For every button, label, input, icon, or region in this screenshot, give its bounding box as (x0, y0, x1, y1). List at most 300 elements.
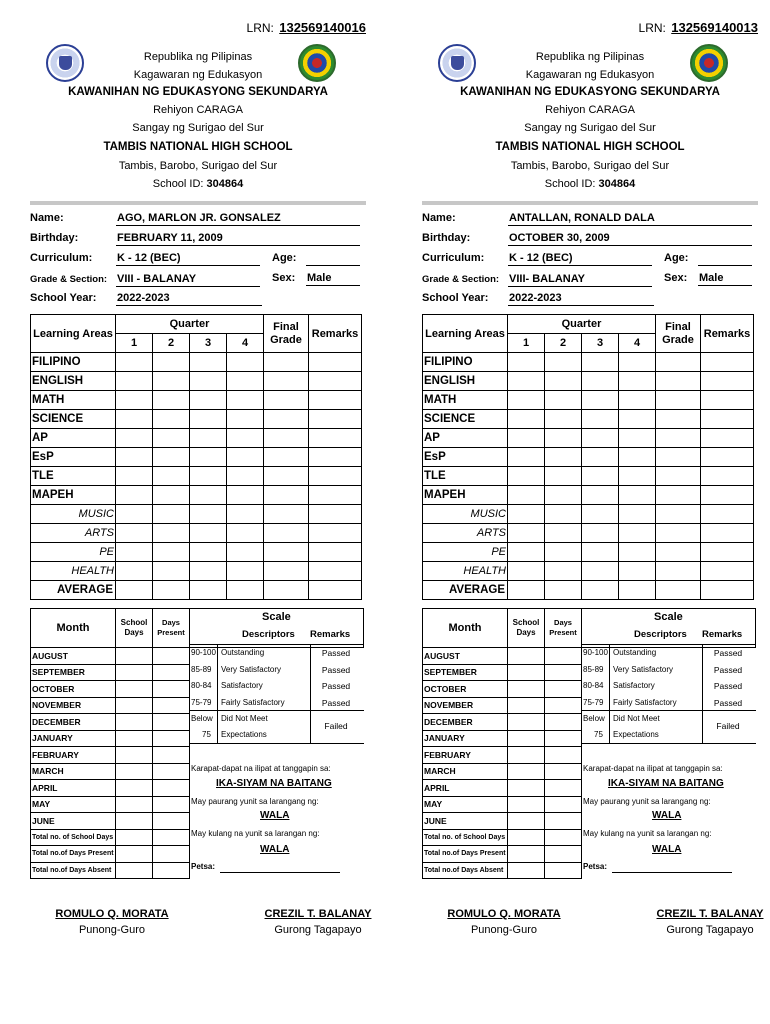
subject-name: ENGLISH (423, 372, 508, 391)
month-name: MAY (423, 796, 508, 813)
grade-cell (656, 448, 701, 467)
grade-cell (264, 391, 309, 410)
grade-cell (309, 448, 362, 467)
month-name: JUNE (31, 813, 116, 830)
sex-label: Sex: (272, 272, 296, 284)
grade-cell (508, 467, 545, 486)
grade-cell (153, 543, 190, 562)
student-name: ANTALLAN, RONALD DALA (508, 211, 752, 226)
q4-header: 4 (227, 334, 264, 353)
days-present-cell (545, 780, 582, 797)
scale-descriptor: Outstanding (221, 648, 265, 657)
school-year: 2022-2023 (508, 291, 654, 306)
grade-cell (582, 486, 619, 505)
grade-section-label: Grade & Section: (422, 274, 500, 285)
days-present-cell (545, 796, 582, 813)
q4-header: 4 (619, 334, 656, 353)
days-present-cell (545, 664, 582, 681)
date-label: Petsa: (583, 862, 608, 871)
month-name: JANUARY (31, 730, 116, 747)
mapeh-subrow (31, 562, 362, 581)
grade-cell (153, 391, 190, 410)
advance-value: WALA (652, 810, 682, 821)
subject-row (31, 467, 362, 486)
grade-cell (153, 410, 190, 429)
subject-row (31, 391, 362, 410)
school-days-cell (116, 796, 153, 813)
school-days-cell (116, 763, 153, 780)
name-label: Name: (30, 212, 64, 224)
grade-cell (619, 410, 656, 429)
month-header: Month (31, 609, 116, 648)
did-not-meet: Did Not Meet (221, 714, 268, 723)
curriculum-label: Curriculum: (422, 252, 485, 264)
mapeh-subrow (423, 543, 754, 562)
quarter-header: Quarter (116, 315, 264, 334)
sex-label: Sex: (664, 272, 688, 284)
total-cell (153, 846, 190, 863)
school-name: TAMBIS NATIONAL HIGH SCHOOL (495, 141, 685, 153)
month-row (31, 730, 364, 747)
subject-name: SCIENCE (423, 410, 508, 429)
advance-value: WALA (260, 810, 290, 821)
grade-cell (227, 448, 264, 467)
school-id-label: School ID: (544, 178, 596, 190)
age (306, 251, 360, 266)
grade-cell (656, 410, 701, 429)
grade-cell (619, 391, 656, 410)
age-label: Age: (664, 252, 689, 264)
grade-section-label: Grade & Section: (30, 274, 108, 285)
grade-cell (582, 353, 619, 372)
scale-remark: Passed (713, 681, 743, 691)
school-name: TAMBIS NATIONAL HIGH SCHOOL (103, 141, 293, 153)
failed-remark: Failed (324, 721, 348, 731)
grade-cell (508, 543, 545, 562)
mapeh-subrow (31, 543, 362, 562)
grade-cell (545, 562, 582, 581)
grade-cell (656, 562, 701, 581)
birthday-label: Birthday: (422, 232, 471, 244)
grade-cell (656, 467, 701, 486)
grade-cell (264, 543, 309, 562)
grade-cell (309, 505, 362, 524)
grade-cell (153, 429, 190, 448)
scale-row-line (190, 710, 364, 711)
grade-cell (582, 429, 619, 448)
grade-cell (227, 524, 264, 543)
school-year: 2022-2023 (116, 291, 262, 306)
school-year-label: School Year: (30, 292, 97, 304)
days-present-cell (545, 697, 582, 714)
grade-cell (153, 372, 190, 391)
days-present-cell (153, 763, 190, 780)
grade-cell (656, 543, 701, 562)
month-name: FEBRUARY (423, 747, 508, 764)
grade-cell (264, 448, 309, 467)
grade-cell (227, 372, 264, 391)
failed-remark: Failed (716, 721, 740, 731)
subject-row (423, 429, 754, 448)
grade-cell (508, 448, 545, 467)
subject-row (31, 410, 362, 429)
school-days-cell (508, 730, 545, 747)
grade-cell (153, 505, 190, 524)
days-present-cell (545, 648, 582, 665)
grade-cell (190, 448, 227, 467)
month-name: NOVEMBER (423, 697, 508, 714)
grade-cell (545, 448, 582, 467)
curriculum: K - 12 (BEC) (508, 251, 652, 266)
subject-row (31, 429, 362, 448)
school-id-line (422, 178, 758, 190)
subject-name: FILIPINO (31, 353, 116, 372)
total-row (31, 846, 364, 863)
q1-header: 1 (508, 334, 545, 353)
school-id-line (30, 178, 366, 190)
header-kawanihan: KAWANIHAN NG EDUKASYONG SEKUNDARYA (460, 86, 720, 98)
school-days-cell (508, 697, 545, 714)
school-days-cell (116, 648, 153, 665)
school-id: 304864 (598, 178, 636, 190)
mapeh-component: MUSIC (31, 505, 116, 524)
grade-cell (582, 562, 619, 581)
grade-cell (153, 486, 190, 505)
grade-cell (545, 581, 582, 600)
school-address: Tambis, Barobo, Surigao del Sur (118, 160, 278, 172)
grade-cell (264, 429, 309, 448)
days-present-cell (153, 648, 190, 665)
total-cell (116, 862, 153, 879)
subject-name: AP (31, 429, 116, 448)
below-label: Below (583, 714, 605, 723)
scale-descriptor: Very Satisfactory (613, 664, 674, 674)
month-name: MARCH (423, 763, 508, 780)
school-days-cell (116, 664, 153, 681)
grade-cell (701, 581, 754, 600)
grade-cell (227, 410, 264, 429)
scale-panel (190, 609, 364, 871)
expectations: Expectations (221, 730, 267, 739)
mapeh-subrow (31, 524, 362, 543)
month-row (31, 747, 364, 764)
grade-cell (508, 562, 545, 581)
header-republika: Republika ng Pilipinas (143, 51, 253, 63)
principal-signature (52, 908, 172, 936)
grade-cell (508, 372, 545, 391)
subject-name: MAPEH (31, 486, 116, 505)
school-days-cell (508, 763, 545, 780)
subject-name: AP (423, 429, 508, 448)
grade-cell (545, 353, 582, 372)
scale-descriptor: Satisfactory (613, 681, 655, 690)
date-line (612, 872, 732, 873)
header-kagawaran: Kagawaran ng Edukasyon (525, 69, 655, 81)
subject-row (423, 372, 754, 391)
grade-cell (701, 429, 754, 448)
grade-cell (309, 429, 362, 448)
grade-cell (701, 562, 754, 581)
school-days-header (116, 609, 153, 648)
date-label: Petsa: (191, 862, 216, 871)
school-label: School (512, 618, 540, 627)
grade-cell (701, 448, 754, 467)
grade-cell (619, 448, 656, 467)
grade-cell (309, 581, 362, 600)
principal-title: Punong-Guro (470, 924, 538, 936)
grade-cell (264, 486, 309, 505)
quarter-header: Quarter (508, 315, 656, 334)
grade-cell (116, 429, 153, 448)
month-row (423, 747, 756, 764)
scale-remark: Passed (713, 697, 743, 708)
present-label: Present (157, 628, 185, 637)
scale-range: 80-84 (583, 681, 604, 690)
month-name: JUNE (423, 813, 508, 830)
school-days-cell (116, 813, 153, 830)
header-divider (422, 201, 758, 205)
mapeh-component: HEALTH (423, 562, 508, 581)
grade-cell (545, 372, 582, 391)
grade-cell (264, 562, 309, 581)
grade-cell (619, 524, 656, 543)
month-name: AUGUST (423, 648, 508, 665)
grade-cell (190, 505, 227, 524)
days-present-cell (153, 747, 190, 764)
school-days-cell (508, 780, 545, 797)
grade-cell (701, 467, 754, 486)
scale-range: 90-100 (583, 648, 608, 657)
scale-title: Scale (654, 611, 683, 623)
grade-cell (545, 391, 582, 410)
school-id-label: School ID: (152, 178, 204, 190)
grade-cell (227, 543, 264, 562)
total-label: Total no.of Days Present (423, 846, 508, 863)
school-days-cell (508, 796, 545, 813)
q2-header: 2 (545, 334, 582, 353)
lrn-line (247, 20, 366, 35)
sex: Male (698, 271, 752, 286)
header-republika: Republika ng Pilipinas (535, 51, 645, 63)
header-division: Sangay ng Surigao del Sur (132, 122, 264, 134)
grade-level: IKA-SIYAM NA BAITANG (216, 778, 332, 789)
mapeh-component: MUSIC (423, 505, 508, 524)
principal-signature (444, 908, 564, 936)
month-name: DECEMBER (31, 714, 116, 731)
grade-label: Grade (270, 333, 302, 346)
grade-cell (545, 429, 582, 448)
scale-range: 75-79 (191, 697, 212, 707)
subject-row (423, 448, 754, 467)
principal-name: ROMULO Q. MORATA (447, 908, 561, 920)
school-days-cell (508, 813, 545, 830)
total-cell (116, 846, 153, 863)
grade-cell (227, 581, 264, 600)
promotion-text: Karapat-dapat na ilipat at tanggapin sa: (583, 764, 723, 773)
month-header: Month (423, 609, 508, 648)
grade-cell (701, 410, 754, 429)
days-present-cell (545, 763, 582, 780)
total-cell (545, 829, 582, 846)
header-kagawaran: Kagawaran ng Edukasyon (133, 69, 263, 81)
present-label: Present (549, 628, 577, 637)
grade-cell (508, 581, 545, 600)
adviser-signature (258, 908, 378, 936)
scale-remark: Passed (713, 648, 743, 658)
grade-cell (190, 524, 227, 543)
final-label: Final (273, 320, 299, 333)
school-days-cell (508, 681, 545, 698)
grade-cell (153, 467, 190, 486)
grade-cell (116, 524, 153, 543)
month-name: MARCH (31, 763, 116, 780)
grade-cell (619, 372, 656, 391)
grade-cell (190, 467, 227, 486)
lack-text: May kulang na yunit sa larangan ng: (583, 829, 712, 838)
days-label: Days (516, 628, 536, 637)
grade-cell (264, 467, 309, 486)
days-present-cell (153, 780, 190, 797)
month-name: NOVEMBER (31, 697, 116, 714)
subject-name: FILIPINO (423, 353, 508, 372)
subject-row (423, 353, 754, 372)
grade-cell (227, 429, 264, 448)
birthday: FEBRUARY 11, 2009 (116, 231, 360, 246)
curriculum-label: Curriculum: (30, 252, 93, 264)
school-address: Tambis, Barobo, Surigao del Sur (510, 160, 670, 172)
average-label: AVERAGE (423, 581, 508, 600)
scale-descriptor: Fairly Satisfactory (221, 697, 285, 707)
grade-cell (264, 524, 309, 543)
remarks-header: Remarks (309, 315, 362, 353)
grade-cell (153, 524, 190, 543)
days-present-header (153, 609, 190, 648)
grade-cell (582, 543, 619, 562)
average-label: AVERAGE (31, 581, 116, 600)
scale-remarks-header: Remarks (702, 629, 743, 640)
grade-cell (582, 581, 619, 600)
grade-cell (656, 486, 701, 505)
name-label: Name: (422, 212, 456, 224)
report-card (422, 0, 764, 1024)
school-days-cell (116, 697, 153, 714)
subject-name: MAPEH (423, 486, 508, 505)
grade-cell (545, 486, 582, 505)
student-name: AGO, MARLON JR. GONSALEZ (116, 211, 360, 226)
average-row (31, 581, 362, 600)
grade-cell (701, 486, 754, 505)
total-label: Total no.of Days Absent (423, 862, 508, 879)
grade-cell (656, 372, 701, 391)
sex: Male (306, 271, 360, 286)
birthday-label: Birthday: (30, 232, 79, 244)
days-present-cell (545, 730, 582, 747)
school-year-label: School Year: (422, 292, 489, 304)
lrn-number: 132569140013 (671, 20, 758, 35)
subject-row (31, 448, 362, 467)
below-number: 75 (594, 730, 603, 739)
grade-cell (619, 429, 656, 448)
subject-row (423, 486, 754, 505)
grade-cell (264, 372, 309, 391)
school-days-cell (508, 648, 545, 665)
grade-cell (701, 505, 754, 524)
days-present-cell (545, 714, 582, 731)
grade-cell (264, 410, 309, 429)
grade-cell (116, 467, 153, 486)
school-days-cell (508, 714, 545, 731)
grade-cell (227, 486, 264, 505)
grade-cell (701, 543, 754, 562)
grade-cell (619, 486, 656, 505)
final-label: Final (665, 320, 691, 333)
grade-cell (582, 505, 619, 524)
lack-value: WALA (260, 844, 290, 855)
grade-cell (508, 410, 545, 429)
header-division: Sangay ng Surigao del Sur (524, 122, 656, 134)
grade-cell (309, 524, 362, 543)
days-present-cell (545, 681, 582, 698)
grade-cell (701, 391, 754, 410)
grade-cell (153, 581, 190, 600)
subject-name: MATH (31, 391, 116, 410)
grade-cell (116, 448, 153, 467)
principal-title: Punong-Guro (78, 924, 146, 936)
scale-col-line (609, 644, 610, 744)
header-kawanihan: KAWANIHAN NG EDUKASYONG SEKUNDARYA (68, 86, 328, 98)
q3-header: 3 (190, 334, 227, 353)
adviser-signature (650, 908, 770, 936)
grade-cell (508, 429, 545, 448)
grade-cell (116, 562, 153, 581)
advance-text: May paurang yunit sa larangang ng: (583, 797, 711, 806)
grade-cell (116, 486, 153, 505)
grade-cell (619, 543, 656, 562)
date-line (220, 872, 340, 873)
month-row (31, 813, 364, 830)
month-row (423, 813, 756, 830)
grade-label: Grade (662, 333, 694, 346)
grade-cell (190, 391, 227, 410)
scale-col-line (217, 644, 218, 744)
mapeh-component: ARTS (423, 524, 508, 543)
subject-name: EsP (31, 448, 116, 467)
mapeh-component: ARTS (31, 524, 116, 543)
advance-text: May paurang yunit sa larangang ng: (191, 797, 319, 806)
days-label: Days (124, 628, 144, 637)
scale-remark: Passed (321, 664, 351, 675)
grade-cell (227, 353, 264, 372)
days-present-cell (545, 813, 582, 830)
days-present-cell (153, 730, 190, 747)
total-row (423, 846, 756, 863)
lrn-label: LRN: (638, 21, 666, 35)
total-label: Total no. of School Days (31, 829, 116, 846)
grade-cell (153, 562, 190, 581)
total-cell (508, 862, 545, 879)
scale-descriptor: Outstanding (613, 648, 657, 657)
month-name: JANUARY (423, 730, 508, 747)
grade-cell (190, 353, 227, 372)
grade-cell (508, 353, 545, 372)
total-cell (545, 862, 582, 879)
q3-header: 3 (582, 334, 619, 353)
grade-section: VIII- BALANAY (508, 272, 652, 287)
total-cell (508, 829, 545, 846)
grade-cell (656, 505, 701, 524)
scale-remark: Passed (321, 681, 351, 691)
scale-range: 85-89 (583, 664, 604, 674)
